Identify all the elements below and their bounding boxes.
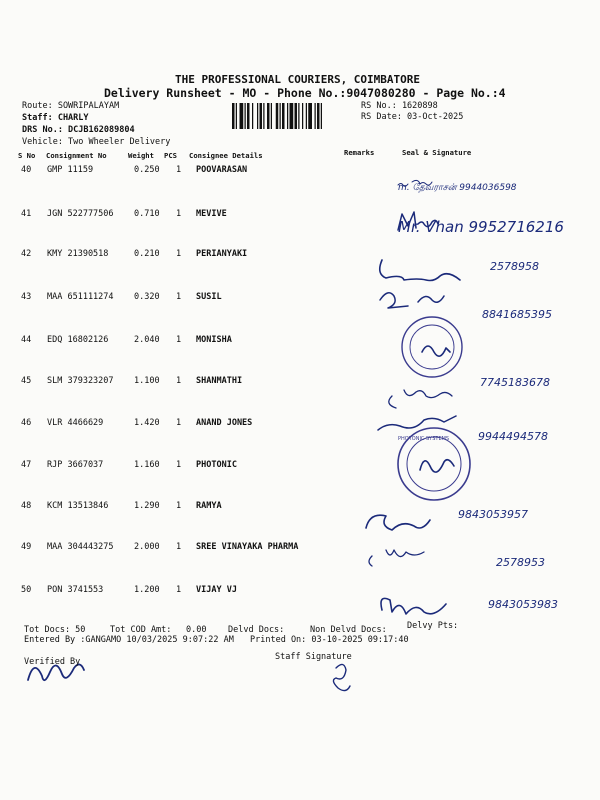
total-cod-value: 0.00: [186, 625, 207, 635]
row-sno: 45: [21, 376, 32, 386]
barcode-bar: [290, 103, 294, 129]
row-pcs: 1: [176, 209, 182, 219]
barcode-bar: [236, 103, 237, 129]
col-header-weight: Weight: [128, 151, 154, 160]
barcode-bar: [245, 103, 246, 129]
row-weight: 0.250: [134, 165, 160, 175]
barcode-image: [232, 103, 356, 129]
row-consignee: VIJAY VJ: [196, 585, 237, 595]
row-consignment-no: MAA 651111274: [47, 292, 114, 302]
barcode-bar: [287, 103, 288, 129]
row-pcs: 1: [176, 585, 182, 595]
row-consignee: PERIANYAKI: [196, 249, 248, 259]
barcode-bar: [267, 103, 270, 129]
barcode-bar: [280, 103, 281, 129]
barcode-bar: [260, 103, 263, 129]
row-pcs: 1: [176, 292, 182, 302]
vehicle-label: Vehicle: Two Wheeler Delivery: [22, 137, 171, 147]
handwritten-signature: [369, 550, 424, 566]
rs-date: RS Date: 03-Oct-2025: [361, 112, 464, 122]
stamp-text: PHOTONIC SYSTEMS: [398, 436, 450, 442]
row-pcs: 1: [176, 249, 182, 259]
verified-by-label: Verified By: [24, 657, 81, 667]
row-consignment-no: KMY 21390518: [47, 249, 109, 259]
barcode-bar: [321, 103, 322, 129]
total-docs: Tot Docs: 50: [24, 625, 86, 635]
delivered-docs: Delvd Docs:: [228, 625, 285, 635]
row-consignee: POOVARASAN: [196, 165, 248, 175]
row-sno: 46: [21, 418, 32, 428]
row-consignment-no: PON 3741553: [47, 585, 104, 595]
barcode-bar: [232, 103, 235, 129]
barcode-bar: [247, 103, 250, 129]
row-consignee: SREE VINAYAKA PHARMA: [196, 542, 299, 552]
rs-number: RS No.: 1620898: [361, 101, 438, 111]
row-weight: 1.290: [134, 501, 160, 511]
barcode-bar: [295, 103, 298, 129]
row-consignment-no: SLM 379323207: [47, 376, 114, 386]
row-consignment-no: KCM 13513846: [47, 501, 109, 511]
handwritten-phone: 2578958: [490, 260, 539, 273]
row-consignee: SUSIL: [196, 292, 222, 302]
row-pcs: 1: [176, 376, 182, 386]
seal-stamp: [402, 317, 462, 377]
handwritten-phone: 2578953: [496, 556, 545, 569]
seal-stamp: [398, 428, 470, 500]
barcode-bar: [308, 103, 312, 129]
barcode-bar: [298, 103, 299, 129]
row-consignment-no: GMP 11159: [47, 165, 94, 175]
staff-label: Staff: CHARLY: [22, 113, 89, 123]
row-pcs: 1: [176, 460, 182, 470]
barcode-bar: [271, 103, 272, 129]
handwritten-signature: [380, 260, 460, 281]
row-consignment-no: EDQ 16802126: [47, 335, 109, 345]
col-header-pcs: PCS: [164, 151, 177, 160]
row-sno: 48: [21, 501, 32, 511]
row-weight: 0.320: [134, 292, 160, 302]
row-consignment-no: MAA 304443275: [47, 542, 114, 552]
row-weight: 1.160: [134, 460, 160, 470]
row-weight: 1.200: [134, 585, 160, 595]
handwritten-phone: m. தேவராசன் 9944036598: [398, 183, 517, 193]
handwritten-phone: 9843053957: [458, 508, 528, 521]
handwritten-phone: 7745183678: [480, 376, 550, 389]
barcode-bar: [302, 103, 303, 129]
drs-label: DRS No.: DCJB162089804: [22, 125, 135, 135]
row-pcs: 1: [176, 165, 182, 175]
row-sno: 42: [21, 249, 32, 259]
handwritten-signature: [422, 346, 450, 356]
row-consignment-no: JGN 522777506: [47, 209, 114, 219]
non-delivered-docs: Non Delvd Docs:: [310, 625, 387, 635]
col-header-seal-signature: Seal & Signature: [402, 148, 472, 157]
company-title: THE PROFESSIONAL COURIERS, COIMBATORE: [175, 73, 421, 86]
row-consignee: RAMYA: [196, 501, 222, 511]
barcode-bar: [240, 103, 244, 129]
barcode-bar: [263, 103, 264, 129]
route-label: Route: SOWRIPALAYAM: [22, 101, 120, 111]
printed-on: Printed On: 03-10-2025 09:17:40: [250, 635, 409, 645]
row-weight: 1.420: [134, 418, 160, 428]
row-sno: 41: [21, 209, 32, 219]
staff-signature-mark: [333, 664, 350, 690]
barcode-bar: [315, 103, 316, 129]
row-consignment-no: VLR 4466629: [47, 418, 104, 428]
row-consignee: MEVIVE: [196, 209, 227, 219]
entered-by: Entered By :GANGAMO 10/03/2025 9:07:22 AM: [24, 635, 234, 645]
row-weight: 2.000: [134, 542, 160, 552]
row-sno: 43: [21, 292, 32, 302]
row-weight: 2.040: [134, 335, 160, 345]
row-sno: 49: [21, 542, 32, 552]
total-cod-label: Tot COD Amt:: [110, 625, 172, 635]
handwritten-signature: [398, 212, 438, 230]
handwritten-signature: [381, 598, 446, 614]
handwritten-signature: [366, 515, 430, 530]
row-consignee: PHOTONIC: [196, 460, 237, 470]
col-header-consignee: Consignee Details: [189, 151, 263, 160]
row-weight: 0.210: [134, 249, 160, 259]
col-header-consignment: Consignment No: [46, 151, 107, 160]
handwritten-signature: [378, 416, 456, 430]
row-consignment-no: RJP 3667037: [47, 460, 104, 470]
handwritten-signature: [389, 390, 452, 408]
handwritten-phone: Mr. Vhan 9952716216: [398, 218, 564, 236]
col-header-sno: S No: [18, 151, 36, 160]
handwritten-signature: [420, 460, 454, 472]
row-consignee: MONISHA: [196, 335, 232, 345]
row-weight: 0.710: [134, 209, 160, 219]
handwritten-signature: [380, 293, 444, 308]
handwritten-signature: [398, 180, 432, 186]
runsheet-subtitle: Delivery Runsheet - MO - Phone No.:9047080280 - Page No.:4: [104, 86, 506, 100]
row-sno: 50: [21, 585, 32, 595]
barcode-bar: [252, 103, 253, 129]
handwritten-phone: 9843053983: [488, 598, 558, 611]
row-pcs: 1: [176, 542, 182, 552]
row-consignee: ANAND JONES: [196, 418, 253, 428]
barcode-bar: [282, 103, 285, 129]
barcode-bar: [257, 103, 258, 129]
barcode-bar: [317, 103, 320, 129]
row-weight: 1.100: [134, 376, 160, 386]
row-sno: 47: [21, 460, 32, 470]
barcode-bar: [306, 103, 307, 129]
row-sno: 44: [21, 335, 32, 345]
barcode-bar: [276, 103, 279, 129]
row-pcs: 1: [176, 335, 182, 345]
handwritten-phone: 8841685395: [482, 308, 552, 321]
col-header-remarks: Remarks: [344, 148, 375, 157]
row-pcs: 1: [176, 418, 182, 428]
staff-signature-label: Staff Signature: [275, 652, 352, 662]
row-consignee: SHANMATHI: [196, 376, 243, 386]
row-pcs: 1: [176, 501, 182, 511]
row-sno: 40: [21, 165, 32, 175]
delivery-points: Delvy Pts:: [407, 621, 459, 631]
handwritten-phone: 9944494578: [478, 430, 548, 443]
